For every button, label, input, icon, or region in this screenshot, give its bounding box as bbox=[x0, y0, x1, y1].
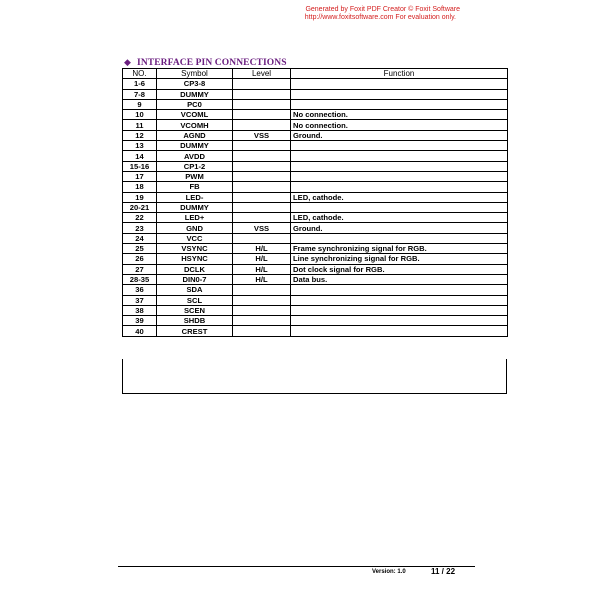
pin-level-cell bbox=[233, 233, 291, 243]
table-row bbox=[123, 326, 508, 336]
pin-connection-table bbox=[122, 68, 508, 337]
pin-symbol-cell: CP3-8 bbox=[157, 79, 233, 89]
pin-level-cell bbox=[233, 305, 291, 315]
pin-number-cell: 26 bbox=[123, 254, 157, 264]
table-row bbox=[123, 161, 508, 171]
pin-function-cell: LED, cathode. bbox=[291, 213, 508, 223]
pin-level-cell bbox=[233, 213, 291, 223]
pin-function-cell bbox=[291, 99, 508, 109]
foxit-watermark bbox=[260, 6, 460, 22]
table-row bbox=[123, 233, 508, 243]
pin-number-cell: 39 bbox=[123, 316, 157, 326]
footer-divider bbox=[118, 566, 475, 567]
pin-function-cell bbox=[291, 141, 508, 151]
pin-function-cell bbox=[291, 151, 508, 161]
pin-symbol-cell: DUMMY bbox=[157, 89, 233, 99]
pin-number-cell: 9 bbox=[123, 99, 157, 109]
version-label: Version: 1.0 bbox=[372, 569, 406, 575]
pin-function-cell: Ground. bbox=[291, 130, 508, 140]
pin-symbol-cell: SCEN bbox=[157, 305, 233, 315]
table-row bbox=[123, 120, 508, 130]
pin-function-cell bbox=[291, 161, 508, 171]
pin-level-cell bbox=[233, 182, 291, 192]
pin-function-cell: Line synchronizing signal for RGB. bbox=[291, 254, 508, 264]
pin-function-cell: No connection. bbox=[291, 120, 508, 130]
table-row bbox=[123, 79, 508, 89]
pin-symbol-cell: SHDB bbox=[157, 316, 233, 326]
table-row bbox=[123, 151, 508, 161]
pin-number-cell: 13 bbox=[123, 141, 157, 151]
pin-function-cell: No connection. bbox=[291, 110, 508, 120]
pin-number-cell: 37 bbox=[123, 295, 157, 305]
pin-number-cell: 15-16 bbox=[123, 161, 157, 171]
pin-symbol-cell: VCC bbox=[157, 233, 233, 243]
pin-level-cell bbox=[233, 295, 291, 305]
pin-symbol-cell: CREST bbox=[157, 326, 233, 336]
pin-number-cell: 27 bbox=[123, 264, 157, 274]
table-row bbox=[123, 213, 508, 223]
table-row bbox=[123, 110, 508, 120]
table-row bbox=[123, 264, 508, 274]
pin-number-cell: 18 bbox=[123, 182, 157, 192]
pin-level-cell: VSS bbox=[233, 223, 291, 233]
header-level: Level bbox=[233, 69, 291, 79]
pin-function-cell bbox=[291, 171, 508, 181]
pin-level-cell bbox=[233, 120, 291, 130]
pin-symbol-cell: VCOML bbox=[157, 110, 233, 120]
pin-number-cell: 40 bbox=[123, 326, 157, 336]
pin-number-cell: 1-6 bbox=[123, 79, 157, 89]
table-row bbox=[123, 305, 508, 315]
pin-function-cell: Data bus. bbox=[291, 274, 508, 284]
pin-level-cell: VSS bbox=[233, 130, 291, 140]
pin-symbol-cell: LED+ bbox=[157, 213, 233, 223]
table-header-row bbox=[123, 69, 508, 79]
pin-symbol-cell: VCOMH bbox=[157, 120, 233, 130]
pin-function-cell: Frame synchronizing signal for RGB. bbox=[291, 244, 508, 254]
table-row bbox=[123, 182, 508, 192]
pin-symbol-cell: PWM bbox=[157, 171, 233, 181]
pin-number-cell: 36 bbox=[123, 285, 157, 295]
table-row bbox=[123, 244, 508, 254]
watermark-line-1: Generated by Foxit PDF Creator © Foxit Software bbox=[305, 6, 460, 13]
pin-function-cell bbox=[291, 305, 508, 315]
pin-level-cell bbox=[233, 79, 291, 89]
pin-level-cell bbox=[233, 161, 291, 171]
pin-level-cell: H/L bbox=[233, 254, 291, 264]
pin-number-cell: 22 bbox=[123, 213, 157, 223]
pin-level-cell bbox=[233, 141, 291, 151]
pin-level-cell: H/L bbox=[233, 264, 291, 274]
pin-level-cell: H/L bbox=[233, 244, 291, 254]
pin-function-cell bbox=[291, 326, 508, 336]
pin-number-cell: 7-8 bbox=[123, 89, 157, 99]
header-symbol: Symbol bbox=[157, 69, 233, 79]
pin-level-cell bbox=[233, 89, 291, 99]
table-row bbox=[123, 192, 508, 202]
section-title: INTERFACE PIN CONNECTIONS bbox=[137, 58, 287, 68]
table-row bbox=[123, 285, 508, 295]
pin-symbol-cell: HSYNC bbox=[157, 254, 233, 264]
header-function: Function bbox=[291, 69, 508, 79]
table-row bbox=[123, 89, 508, 99]
pin-number-cell: 38 bbox=[123, 305, 157, 315]
table-row bbox=[123, 130, 508, 140]
pin-level-cell bbox=[233, 99, 291, 109]
pin-symbol-cell: VSYNC bbox=[157, 244, 233, 254]
pin-function-cell bbox=[291, 233, 508, 243]
pin-level-cell bbox=[233, 192, 291, 202]
pin-level-cell bbox=[233, 285, 291, 295]
pin-function-cell bbox=[291, 295, 508, 305]
pin-function-cell: Dot clock signal for RGB. bbox=[291, 264, 508, 274]
pin-symbol-cell: PC0 bbox=[157, 99, 233, 109]
pin-symbol-cell: DCLK bbox=[157, 264, 233, 274]
pin-function-cell: LED, cathode. bbox=[291, 192, 508, 202]
table-row bbox=[123, 202, 508, 212]
pin-number-cell: 12 bbox=[123, 130, 157, 140]
pin-number-cell: 25 bbox=[123, 244, 157, 254]
pin-symbol-cell: CP1-2 bbox=[157, 161, 233, 171]
pin-number-cell: 23 bbox=[123, 223, 157, 233]
table-row bbox=[123, 274, 508, 284]
pin-function-cell bbox=[291, 316, 508, 326]
pin-symbol-cell: FB bbox=[157, 182, 233, 192]
pin-function-cell bbox=[291, 79, 508, 89]
table-row bbox=[123, 316, 508, 326]
pin-function-cell bbox=[291, 182, 508, 192]
table-blank-area bbox=[122, 359, 507, 394]
pin-number-cell: 14 bbox=[123, 151, 157, 161]
pin-level-cell bbox=[233, 151, 291, 161]
pin-symbol-cell: SCL bbox=[157, 295, 233, 305]
pin-number-cell: 20-21 bbox=[123, 202, 157, 212]
diamond-icon: ◆ bbox=[124, 57, 132, 67]
pin-level-cell bbox=[233, 171, 291, 181]
header-no: NO. bbox=[123, 69, 157, 79]
pin-symbol-cell: AVDD bbox=[157, 151, 233, 161]
table-row bbox=[123, 295, 508, 305]
pin-symbol-cell: AGND bbox=[157, 130, 233, 140]
section-heading bbox=[124, 57, 287, 68]
pin-number-cell: 24 bbox=[123, 233, 157, 243]
pin-symbol-cell: SDA bbox=[157, 285, 233, 295]
pin-level-cell bbox=[233, 202, 291, 212]
pin-level-cell bbox=[233, 326, 291, 336]
pin-level-cell: H/L bbox=[233, 274, 291, 284]
pin-level-cell bbox=[233, 110, 291, 120]
pin-number-cell: 11 bbox=[123, 120, 157, 130]
pin-number-cell: 10 bbox=[123, 110, 157, 120]
pin-number-cell: 28-35 bbox=[123, 274, 157, 284]
pin-symbol-cell: DUMMY bbox=[157, 202, 233, 212]
pin-number-cell: 17 bbox=[123, 171, 157, 181]
pin-symbol-cell: LED- bbox=[157, 192, 233, 202]
pin-function-cell: Ground. bbox=[291, 223, 508, 233]
table-row bbox=[123, 223, 508, 233]
table-row bbox=[123, 99, 508, 109]
pin-symbol-cell: DUMMY bbox=[157, 141, 233, 151]
table-row bbox=[123, 254, 508, 264]
watermark-line-2: http://www.foxitsoftware.com For evaluation only. bbox=[304, 14, 456, 21]
pin-function-cell bbox=[291, 89, 508, 99]
pin-level-cell bbox=[233, 316, 291, 326]
page-number: 11 / 22 bbox=[431, 567, 456, 576]
pin-symbol-cell: DIN0-7 bbox=[157, 274, 233, 284]
pin-function-cell bbox=[291, 285, 508, 295]
table-row bbox=[123, 171, 508, 181]
pin-function-cell bbox=[291, 202, 508, 212]
pin-symbol-cell: GND bbox=[157, 223, 233, 233]
table-row bbox=[123, 141, 508, 151]
pin-number-cell: 19 bbox=[123, 192, 157, 202]
